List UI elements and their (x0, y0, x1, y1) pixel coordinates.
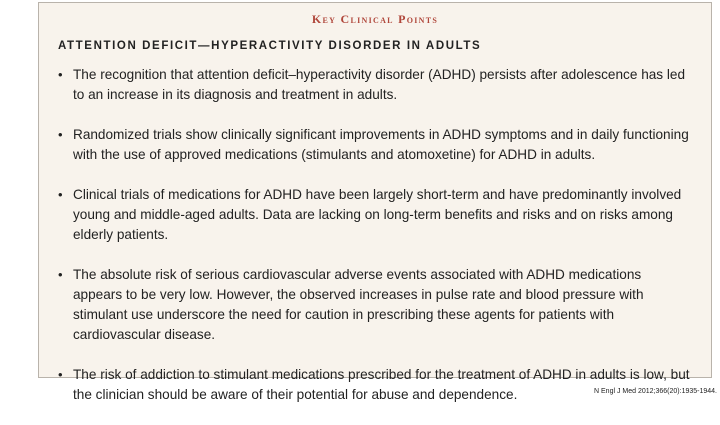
clinical-point (58, 125, 690, 165)
panel-kicker: Key Clinical Points (311, 12, 439, 26)
clinical-point (58, 365, 690, 405)
clinical-point-text: The risk of addiction to stimulant medications prescribed for the treatment of ADHD in adults is low, but the clinician should be aware of their potential for abuse and dependence. (73, 367, 690, 402)
clinical-points-list (58, 65, 690, 425)
bullet-icon: • (58, 187, 63, 202)
clinical-point-text: The recognition that attention deficit–hyperactivity disorder (ADHD) persists after adolescence has led to an increase in its diagnosis and treatment in adults. (73, 67, 686, 102)
clinical-point-text: Randomized trials show clinically significant improvements in ADHD symptoms and in daily functioning with the use of approved medications (stimulants and atomoxetine) for ADHD in adults. (73, 127, 689, 162)
clinical-point (58, 185, 690, 245)
bullet-icon: • (58, 367, 63, 382)
bullet-icon: • (58, 267, 63, 282)
bullet-icon: • (58, 127, 63, 142)
clinical-point-text: Clinical trials of medications for ADHD have been largely short-term and have predominantly involved young and middle-aged adults. Data are lacking on long-term benefits and risks and on risks among elderly patients. (73, 187, 682, 242)
citation: N Engl J Med 2012;366(20):1935-1944. (594, 388, 717, 395)
clinical-point-text: The absolute risk of serious cardiovascular adverse events associated with ADHD medications appears to be very low. However, the observed increases in pulse rate and blood pressure with stimulant use underscore the need for caution in prescribing these agents for patients with cardiovascular disease. (73, 267, 644, 342)
section-title: ATTENTION DEFICIT—HYPERACTIVITY DISORDER IN ADULTS (58, 40, 482, 52)
clinical-point (58, 65, 690, 105)
bullet-icon: • (58, 67, 63, 82)
clinical-point (58, 265, 690, 345)
